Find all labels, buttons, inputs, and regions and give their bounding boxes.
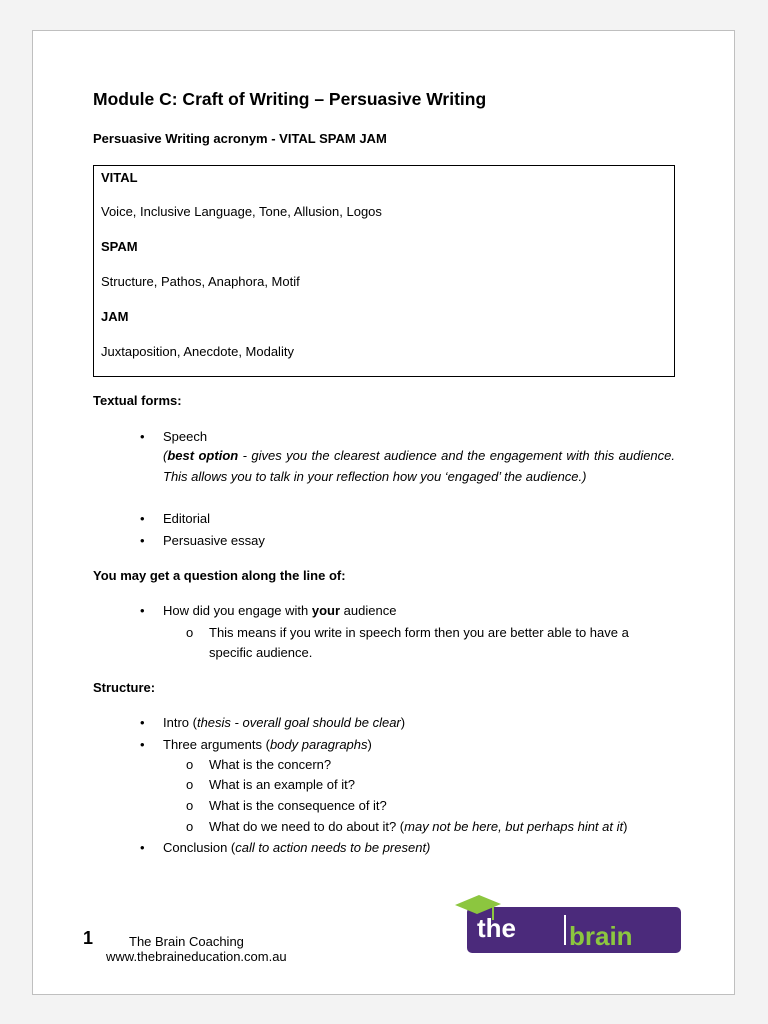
document-page (32, 30, 735, 995)
sub-bullet-icon: o (186, 625, 194, 640)
list-item-engage: How did you engage with your audience (163, 603, 397, 618)
list-item-essay: Persuasive essay (163, 533, 265, 548)
logo-brain-text: brain (569, 921, 633, 951)
list-item-arguments: Three arguments (body paragraphs) (163, 737, 372, 752)
logo-the-text: the (477, 913, 516, 943)
the-brain-logo (453, 893, 687, 963)
question-heading: You may get a question along the line of: (93, 568, 346, 583)
footer-company: The Brain Coaching (129, 934, 244, 949)
sub-item-consequence: What is the consequence of it? (209, 798, 387, 813)
sub-bullet-icon: o (186, 819, 194, 834)
vital-heading: VITAL (101, 170, 138, 185)
bullet-icon: • (140, 840, 145, 855)
sub-bullet-icon: o (186, 798, 194, 813)
list-item-speech: Speech (163, 429, 208, 444)
sub-item-concern: What is the concern? (209, 757, 332, 772)
spam-text: Structure, Pathos, Anaphora, Motif (101, 274, 300, 289)
spam-heading: SPAM (101, 239, 138, 254)
list-item-conclusion: Conclusion (call to action needs to be present) (163, 840, 431, 855)
textual-forms-heading: Textual forms: (93, 393, 182, 408)
acronym-box (93, 165, 675, 377)
list-item-intro: Intro (thesis - overall goal should be clear) (163, 715, 406, 730)
bullet-icon: • (140, 429, 145, 444)
speech-note: (best option - gives you the clearest audience and the engagement with this audience. This allows you to talk in your reflection how you ‘engaged’ the audience.) (163, 448, 676, 484)
sub-bullet-icon: o (186, 757, 194, 772)
jam-text: Juxtaposition, Anecdote, Modality (101, 344, 294, 359)
acronym-subtitle: Persuasive Writing acronym - VITAL SPAM JAM (93, 131, 387, 146)
bullet-icon: • (140, 603, 145, 618)
page-number: 1 (83, 928, 94, 948)
bullet-icon: • (140, 533, 145, 548)
sub-item-action: What do we need to do about it? (may not be here, but perhaps hint at it) (209, 819, 628, 834)
sub-item-line2: specific audience. (209, 645, 313, 660)
sub-item-line1: This means if you write in speech form then you are better able to have a (209, 625, 629, 640)
bullet-icon: • (140, 737, 145, 752)
page-title: Module C: Craft of Writing – Persuasive Writing (93, 89, 487, 109)
bullet-icon: • (140, 715, 145, 730)
bullet-icon: • (140, 511, 145, 526)
jam-heading: JAM (101, 309, 129, 324)
sub-item-example: What is an example of it? (209, 777, 355, 792)
footer-url: www.thebraineducation.com.au (106, 949, 287, 964)
vital-text: Voice, Inclusive Language, Tone, Allusion, Logos (101, 204, 382, 219)
structure-heading: Structure: (93, 680, 156, 695)
list-item-editorial: Editorial (163, 511, 210, 526)
sub-bullet-icon: o (186, 777, 194, 792)
